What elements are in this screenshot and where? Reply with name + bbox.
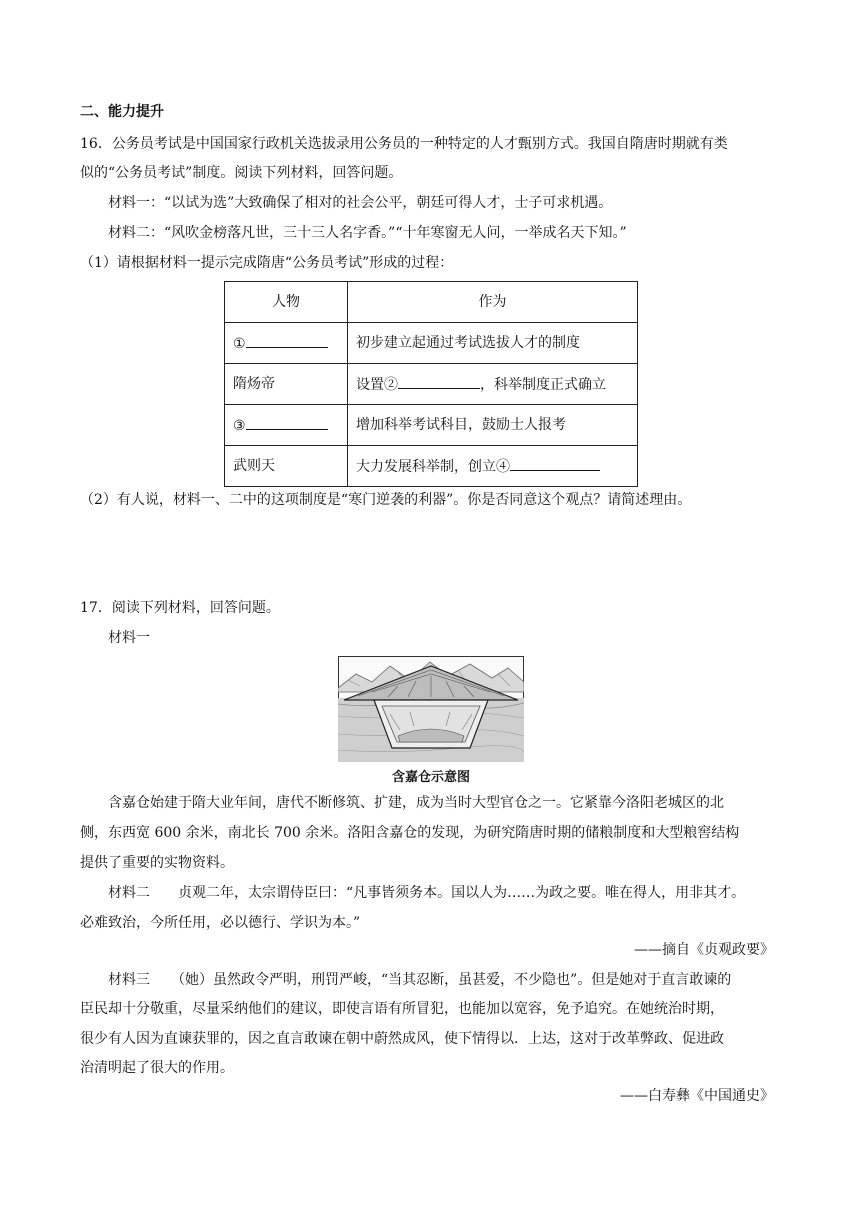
answer-blank-2[interactable] <box>398 374 480 389</box>
table-cell-person <box>225 364 348 405</box>
person-label: 隋炀帝 <box>233 376 275 392</box>
q17-m3-line3: 很少有人因为直谏获罪的，因之直言敢谏在朝中蔚然成风，使下情得以．上达，这对于改革弊政、促进政 <box>80 1031 724 1047</box>
table-row <box>225 405 638 446</box>
q16-stem-line2: 似的“公务员考试”制度。阅读下列材料，回答问题。 <box>80 165 403 181</box>
q17-m1-line3: 提供了重要的实物资料。 <box>80 855 234 871</box>
deed-suffix: ，科举制度正式确立 <box>480 376 606 393</box>
section-title: 二、能力提升 <box>80 104 164 120</box>
person-label: ① <box>233 335 246 352</box>
q17-stem: 17．阅读下列材料，回答问题。 <box>80 600 280 616</box>
q16-sub-question-2: （2）有人说，材料一、二中的这项制度是“寒门逆袭的利器”。你是否同意这个观点？请简述理由。 <box>80 492 692 508</box>
q16-material2: 材料二：“风吹金榜落凡世，三十三人名字香。”“十年寒窗无人问，一举成名天下知。” <box>108 225 627 241</box>
deed-text: 初步建立起通过考试选拔人才的制度 <box>356 335 580 351</box>
table-row <box>225 364 638 405</box>
table-header-row <box>225 282 638 323</box>
q17-m3-line4: 治清明起了很大的作用。 <box>80 1060 234 1076</box>
q16-stem-line1: 16．公务员考试是中国国家行政机关选拔录用公务员的一种特定的人才甄别方式。我国自隋唐时期就有类 <box>80 136 728 152</box>
table-cell-person <box>225 446 348 487</box>
table-row <box>225 323 638 364</box>
deed-text: 设置② <box>356 376 398 393</box>
answer-blank-3[interactable] <box>246 415 328 430</box>
answer-blank-4[interactable] <box>510 456 600 471</box>
table-header-person: 人物 <box>225 282 348 323</box>
q17-m2-source: ——摘自《贞观政要》 <box>634 942 774 958</box>
table-header-deed: 作为 <box>348 282 638 323</box>
q17-m3-line1: 材料三 （她）虽然政令严明，刑罚严峻，“当其忍断，虽甚爱，不少隐也”。但是她对于直言敢谏的 <box>108 972 732 988</box>
q17-material1-label: 材料一 <box>108 630 150 646</box>
q16-sub-question-1: （1）请根据材料一提示完成隋唐“公务员考试”形成的过程： <box>80 255 454 271</box>
q17-m2-line2: 必难致治，今所任用，必以德行、学识为本。” <box>80 915 361 931</box>
q17-m1-line1: 含嘉仓始建于隋大业年间，唐代不断修筑、扩建，成为当时大型官仓之一。它紧靠今洛阳老城区的北 <box>108 795 724 811</box>
table-cell-deed <box>348 364 638 405</box>
table-cell-deed <box>348 405 638 446</box>
answer-blank-1[interactable] <box>246 333 328 348</box>
person-label: 武则天 <box>233 458 275 474</box>
table-cell-deed <box>348 323 638 364</box>
deed-text: 增加科举考试科目，鼓励士人报考 <box>356 417 566 433</box>
table-cell-person <box>225 323 348 364</box>
table-row <box>225 446 638 487</box>
q16-material1: 材料一：“以试为选”大致确保了相对的社会公平，朝廷可得人才，士子可求机遇。 <box>108 195 613 211</box>
q17-m1-line2: 侧，东西宽 600 余米，南北长 700 余米。洛阳含嘉仓的发现，为研究隋唐时期的储粮制度和大型粮窖结构 <box>80 825 740 841</box>
q17-m2-line1: 材料二 贞观二年，太宗谓侍臣曰：“凡事皆须务本。国以人为……为政之要。唯在得人，用非其才。 <box>108 885 746 901</box>
person-label: ③ <box>233 417 246 434</box>
table-cell-person <box>225 405 348 446</box>
q17-m3-source: ——白寿彝《中国通史》 <box>620 1088 774 1104</box>
q16-process-table <box>224 281 638 487</box>
granary-illustration <box>338 656 524 762</box>
q17-m3-line2: 臣民却十分敬重，尽量采纳他们的建议，即使言语有所冒犯，也能加以宽容，免予追究。在她统治时期， <box>80 1001 724 1017</box>
figure-caption: 含嘉仓示意图 <box>391 770 470 785</box>
deed-text: 大力发展科举制，创立④ <box>356 458 510 475</box>
table-cell-deed <box>348 446 638 487</box>
